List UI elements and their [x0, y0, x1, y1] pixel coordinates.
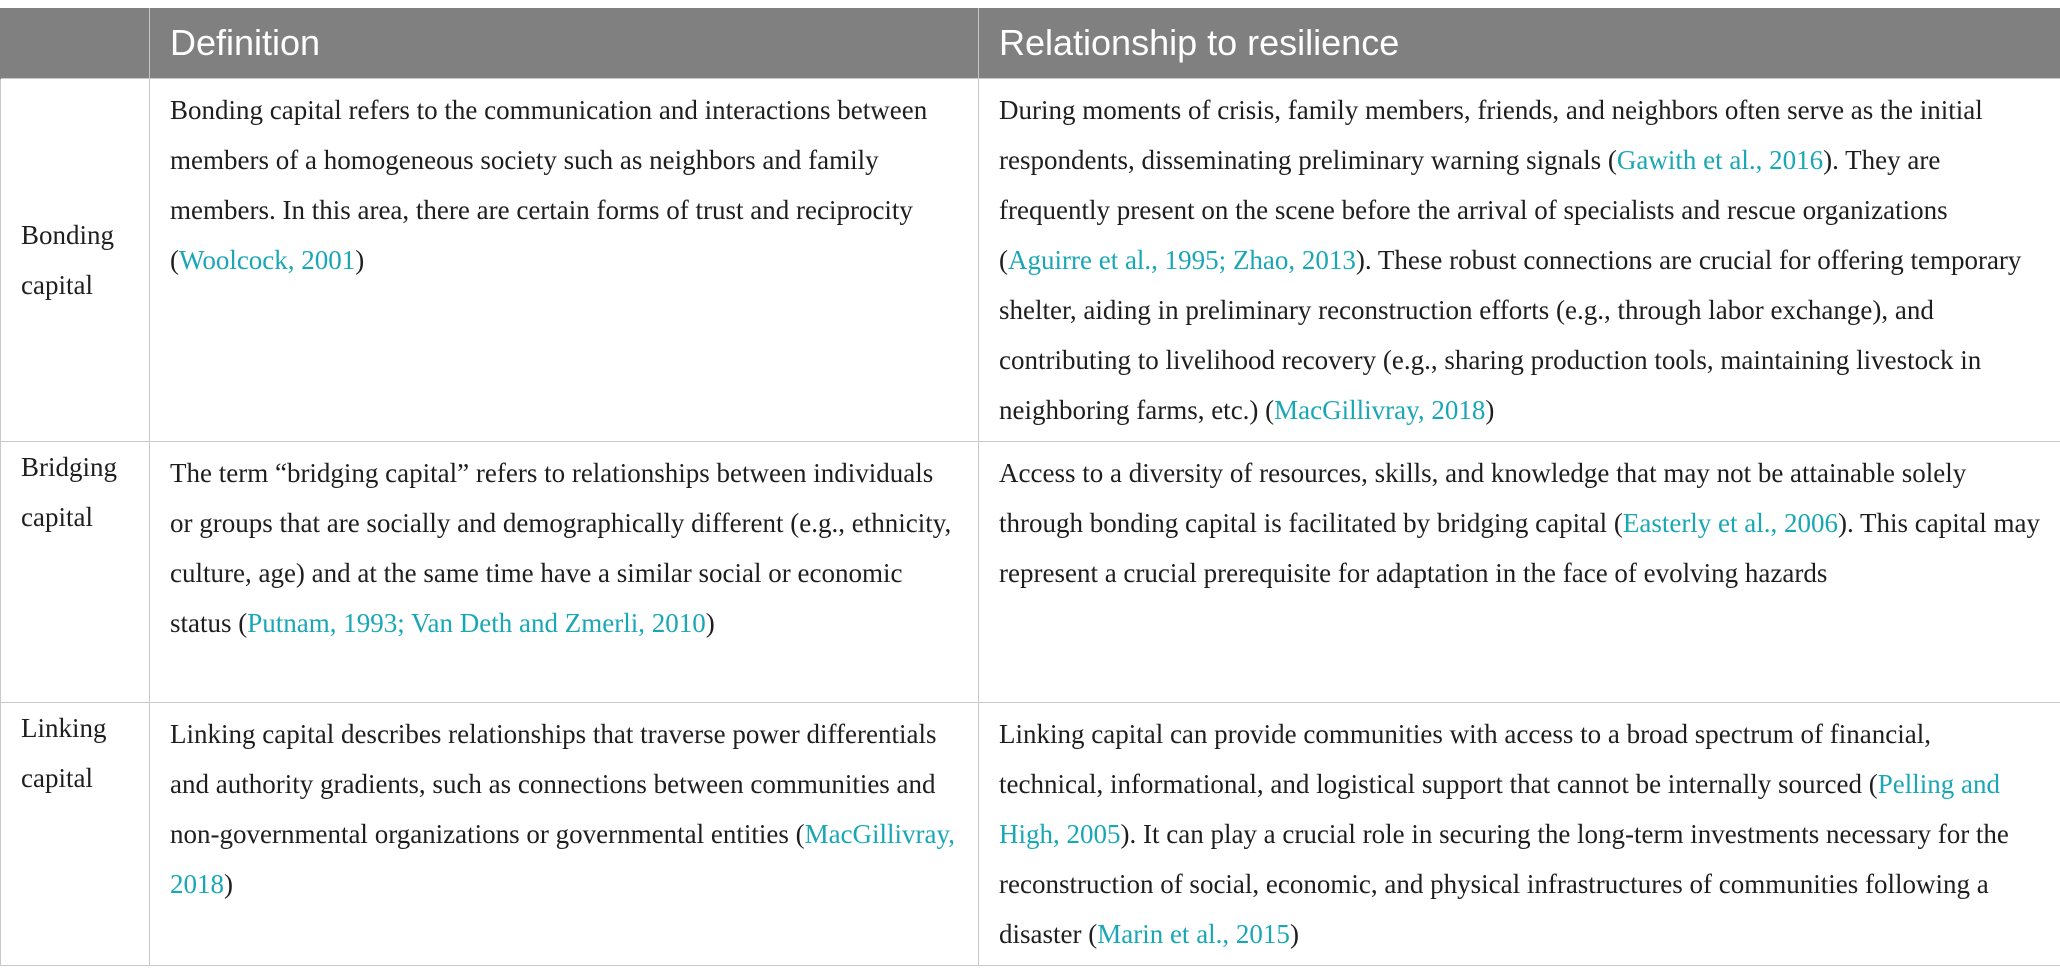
cell-text: During moments of crisis, family members, friends, and neighbors often serve as the initial respondents, disseminating preliminary warning signals ( [999, 95, 1983, 175]
relationship-cell [979, 79, 2060, 442]
citation-link[interactable]: Gawith et al., 2016 [1616, 145, 1824, 175]
citation-link[interactable]: MacGillivray, 2018 [1274, 395, 1486, 425]
citation-link[interactable]: Woolcock, 2001 [179, 245, 356, 275]
citation-link[interactable]: Aguirre et al., 1995; Zhao, 2013 [1008, 245, 1356, 275]
cell-text: ) [1289, 919, 1299, 949]
header-relationship: Relationship to resilience [979, 8, 2060, 79]
social-capital-table-container [0, 8, 2060, 966]
table-body [1, 79, 2060, 966]
cell-text: ) [224, 869, 233, 899]
cell-text: Access to a diversity of resources, skills, and knowledge that may not be attainable solely through bonding capital is facilitated by bridging capital ( [999, 458, 1967, 538]
table-row [1, 442, 2060, 703]
relationship-cell [979, 442, 2060, 703]
cell-text: ) [355, 245, 365, 275]
cell-text: The term “bridging capital” refers to relationships between individuals or groups that are socially and demographically different (e.g., ethnicity, culture, age) and at the same time have a similar social or economic status ( [170, 458, 952, 638]
cell-text: ). This capital may represent a crucial prerequisite for adaptation in the face of evolving hazards [999, 508, 2040, 588]
definition-cell [150, 703, 979, 966]
definition-cell [150, 79, 979, 442]
citation-link[interactable]: Marin et al., 2015 [1097, 919, 1290, 949]
header-corner [1, 8, 150, 79]
row-label: Bridging capital [1, 442, 150, 703]
cell-text: ) [1485, 395, 1495, 425]
cell-text: ). They are frequently present on the scene before the arrival of specialists and rescue organizations ( [999, 145, 1948, 275]
citation-link[interactable]: Easterly et al., 2006 [1622, 508, 1839, 538]
header-definition: Definition [150, 8, 979, 79]
table-row [1, 79, 2060, 442]
citation-link[interactable]: Pelling and High, 2005 [999, 769, 2000, 849]
definition-cell [150, 442, 979, 703]
cell-text: Linking capital can provide communities with access to a broad spectrum of financial, technical, informational, and logistical support that cannot be internally sourced ( [999, 719, 1931, 799]
relationship-cell [979, 703, 2060, 966]
social-capital-table [0, 8, 2060, 966]
table-row [1, 703, 2060, 966]
cell-text: Linking capital describes relationships that traverse power differentials and authority gradients, such as connections between communities and non-governmental organizations or governmental entities ( [170, 719, 937, 849]
cell-text: ) [705, 608, 715, 638]
cell-text: Bonding capital refers to the communication and interactions between members of a homogeneous society such as neighbors and family members. In this area, there are certain forms of trust and reciprocity ( [170, 95, 928, 275]
citation-link[interactable]: Putnam, 1993; Van Deth and Zmerli, 2010 [247, 608, 706, 638]
citation-link[interactable]: MacGillivray, 2018 [170, 819, 956, 899]
cell-text: ). These robust connections are crucial for offering temporary shelter, aiding in preliminary reconstruction efforts (e.g., through labor exchange), and contributing to livelihood recovery (e.g., sharing production tools, maintaining livestock in neighboring farms, etc.) ( [999, 245, 2022, 425]
header-row [1, 8, 2060, 79]
table-header [1, 8, 2060, 79]
cell-text: ). It can play a crucial role in securing the long-term investments necessary for the reconstruction of social, economic, and physical infrastructures of communities following a disaster ( [999, 819, 2009, 949]
row-label: Bonding capital [1, 79, 150, 442]
row-label: Linking capital [1, 703, 150, 966]
